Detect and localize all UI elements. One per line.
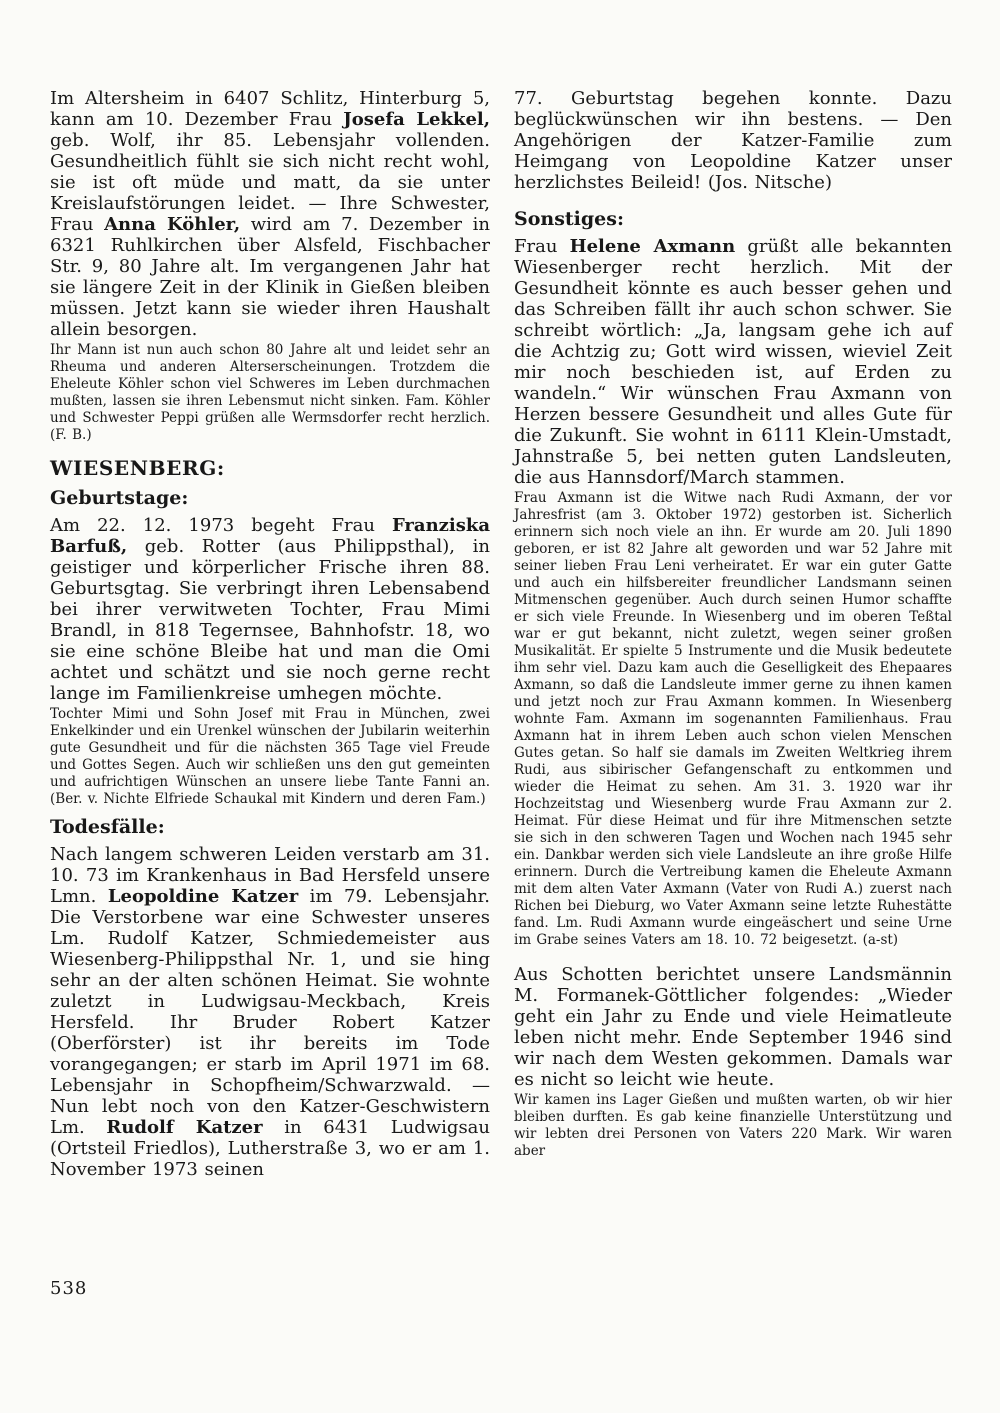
paragraph-barfuss-note: Tochter Mimi und Sohn Josef mit Frau in München, zwei Enkelkinder und ein Urenkel wünschen der Jubilarin weiterhin gute Gesundheit und für die nächsten 365 Tage viel Freude und Gottes Segen. Auch wir schließen uns den gut gemeinten und aufrichtigen Wünschen an unsere liebe Tante Fanni an. (Ber. v. Nichte Elfriede Schaukal mit Kindern und deren Fam.) — [50, 706, 490, 807]
paragraph-altersheim-lekkel-koehler: Im Altersheim in 6407 Schlitz, Hinterburg 5, kann am 10. Dezember Frau Josefa Lekkel, geb. Wolf, ihr 85. Lebensjahr vollenden. Gesundheitlich fühlt sie sich nicht recht wohl, sie ist oft müde und matt, da sie unter Kreislaufstörungen leidet. — Ihre Schwester, Frau Anna Köhler, wird am 7. Dezember in 6321 Ruhlkirchen über Alsfeld, Fischbacher Str. 9, 80 Jahre alt. Im vergangenen Jahr hat sie längere Zeit in der Klinik in Gießen bleiben müssen. Jetzt kann sie wieder ihren Haushalt allein besorgen. — [50, 88, 491, 340]
heading-sonstiges: Sonstiges: — [514, 208, 624, 230]
right-column — [514, 88, 952, 1160]
heading-geburtstage: Geburtstage: — [50, 487, 189, 509]
paragraph-axmann-note: Frau Axmann ist die Witwe nach Rudi Axmann, der vor Jahresfrist (am 3. Oktober 1972) gestorben ist. Sicherlich erinnern sich noch viele an ihn. Er wurde am 20. Juli 1890 geboren, er ist 82 Jahre alt geworden und war 52 Jahre mit seiner lieben Frau Leni verheiratet. Er war ein guter Gatte und auch ein hilfsbereiter freundlicher Landsmann seinen Mitmenschen gegenüber. Auch durch seinen Humor schaffte er sich viele Freunde. In Wiesenberg und im oberen Teßtal war er gut bekannt, nicht zuletzt, wegen seiner großen Musikalität. Er spielte 5 Instrumente und die Musik bedeutete ihm sehr viel. Dazu kam auch die Geselligkeit des Ehepaares Axmann, so daß die Landsleute immer gerne zu ihnen kamen und jetzt noch zur Frau Axmann kommen. In Wiesenberg wohnte Fam. Axmann im sogenannten Familienhaus. Frau Axmann hat in ihrem Leben auch schon vielen Menschen Gutes getan. So half sie damals im Zweiten Weltkrieg ihrem Rudi, aus sibirischer Gefangenschaft zu entkommen und wieder die Heimat zu sehen. Am 31. 3. 1920 war ihr Hochzeitstag und Wiesenberg wurde Frau Axmann zur 2. Heimat. Für diese Heimat und für ihre Mitmenschen setzte sie sich in den schweren Tagen und Wochen nach 1945 sehr ein. Dankbar werden sich viele Landsleute an ihre große Hilfe erinnern. Durch die Vertreibung kamen die Eheleute Axmann mit dem alten Vater Axmann (Vater von Rudi A.) zuerst nach Richen bei Dieburg, wo Vater Axmann seine letzte Ruhestätte fand. Lm. Rudi Axmann wurde eingeäschert und seine Urne im Grabe seines Vaters am 18. 10. 72 beigesetzt. (a-st) — [514, 490, 952, 948]
paragraph-schotten-report: Aus Schotten berichtet unsere Landsmännin M. Formanek-Göttlicher folgendes: „Wieder geht ein Jahr zu Ende und viele Heimatleute leben nicht mehr. Ende September 1946 sind wir nach dem Westen gekommen. Damals war es nicht so leicht wie heute. — [514, 964, 952, 1090]
paragraph-koehler-note: Ihr Mann ist nun auch schon 80 Jahre alt und leidet sehr an Rheuma und anderen Alterserscheinungen. Trotzdem die Eheleute Köhler schon viel Schweres im Leben durchmachen mußten, lassen sie ihren Lebensmut nicht sinken. Fam. Köhler und Schwester Peppi grüßen alle Wermsdorfer recht herzlich. (F. B.) — [50, 342, 490, 443]
heading-wiesenberg: WIESENBERG: — [50, 456, 225, 480]
paragraph-schotten-note: Wir kamen ins Lager Gießen und mußten warten, ob wir hier bleiben durften. Es gab keine finanzielle Unterstützung und wir lebten drei Personen von Vaters 220 Mark. Wir waren aber — [514, 1092, 952, 1159]
paragraph-geburtstag-continuation: 77. Geburtstag begehen konnte. Dazu beglückwünschen wir ihn bestens. — Den Angehörigen der Katzer-Familie zum Heimgang von Leopoldine Katzer unser herzlichstes Beileid! (Jos. Nitsche) — [514, 88, 952, 193]
page-number: 538 — [50, 1278, 88, 1299]
paragraph-katzer-obituary: Nach langem schweren Leiden verstarb am 31. 10. 73 im Krankenhaus in Bad Hersfeld unsere Lmn. Leopoldine Katzer im 79. Lebensjahr. Die Verstorbene war eine Schwester unseres Lm. Rudolf Katzer, Schmiedemeister aus Wiesenberg-Philippsthal Nr. 1, und sie hing sehr an der alten schönen Heimat. Sie wohnte zuletzt in Ludwigsau-Meckbach, Kreis Hersfeld. Ihr Bruder Robert Katzer (Oberförster) ist ihr bereits im Tode vorangegangen; er starb im April 1971 im 68. Lebensjahr in Schopfheim/Schwarzwald. — Nun lebt noch von den Katzer-Geschwistern Lm. Rudolf Katzer in 6431 Ludwigsau (Ortsteil Friedlos), Lutherstraße 3, wo er am 1. November 1973 seinen — [50, 844, 491, 1180]
paragraph-axmann-greeting: Frau Helene Axmann grüßt alle bekannten Wiesenberger recht herzlich. Mit der Gesundheit könnte es auch besser gehen und das Schreiben fällt ihr auch schon schwer. Sie schreibt wörtlich: „Ja, langsam gehe ich auf die Achtzig zu; Gott wird wissen, wieviel Zeit mir noch beschieden ist, auf Erden zu wandeln.“ Wir wünschen Frau Axmann von Herzen bessere Gesundheit und alles Gute für die Zukunft. Sie wohnt in 6111 Klein-Umstadt, Jahnstraße 5, bei netten guten Landsleuten, die aus Hannsdorf/March stammen. — [514, 236, 952, 488]
left-column — [50, 88, 490, 1180]
paragraph-barfuss-birthday: Am 22. 12. 1973 begeht Frau Franziska Barfuß, geb. Rotter (aus Philippsthal), in geistiger und körperlicher Frische ihren 88. Geburtsgtag. Sie verbringt ihren Lebensabend bei ihrer verwitweten Tochter, Frau Mimi Brandl, in 818 Tegernsee, Bahnhofstr. 18, wo sie eine schöne Bleibe hat und man die Omi achtet und schätzt und sie noch gerne recht lange im Familienkreise umhegen möchte. — [50, 515, 490, 704]
heading-todesfaelle: Todesfälle: — [50, 816, 165, 838]
